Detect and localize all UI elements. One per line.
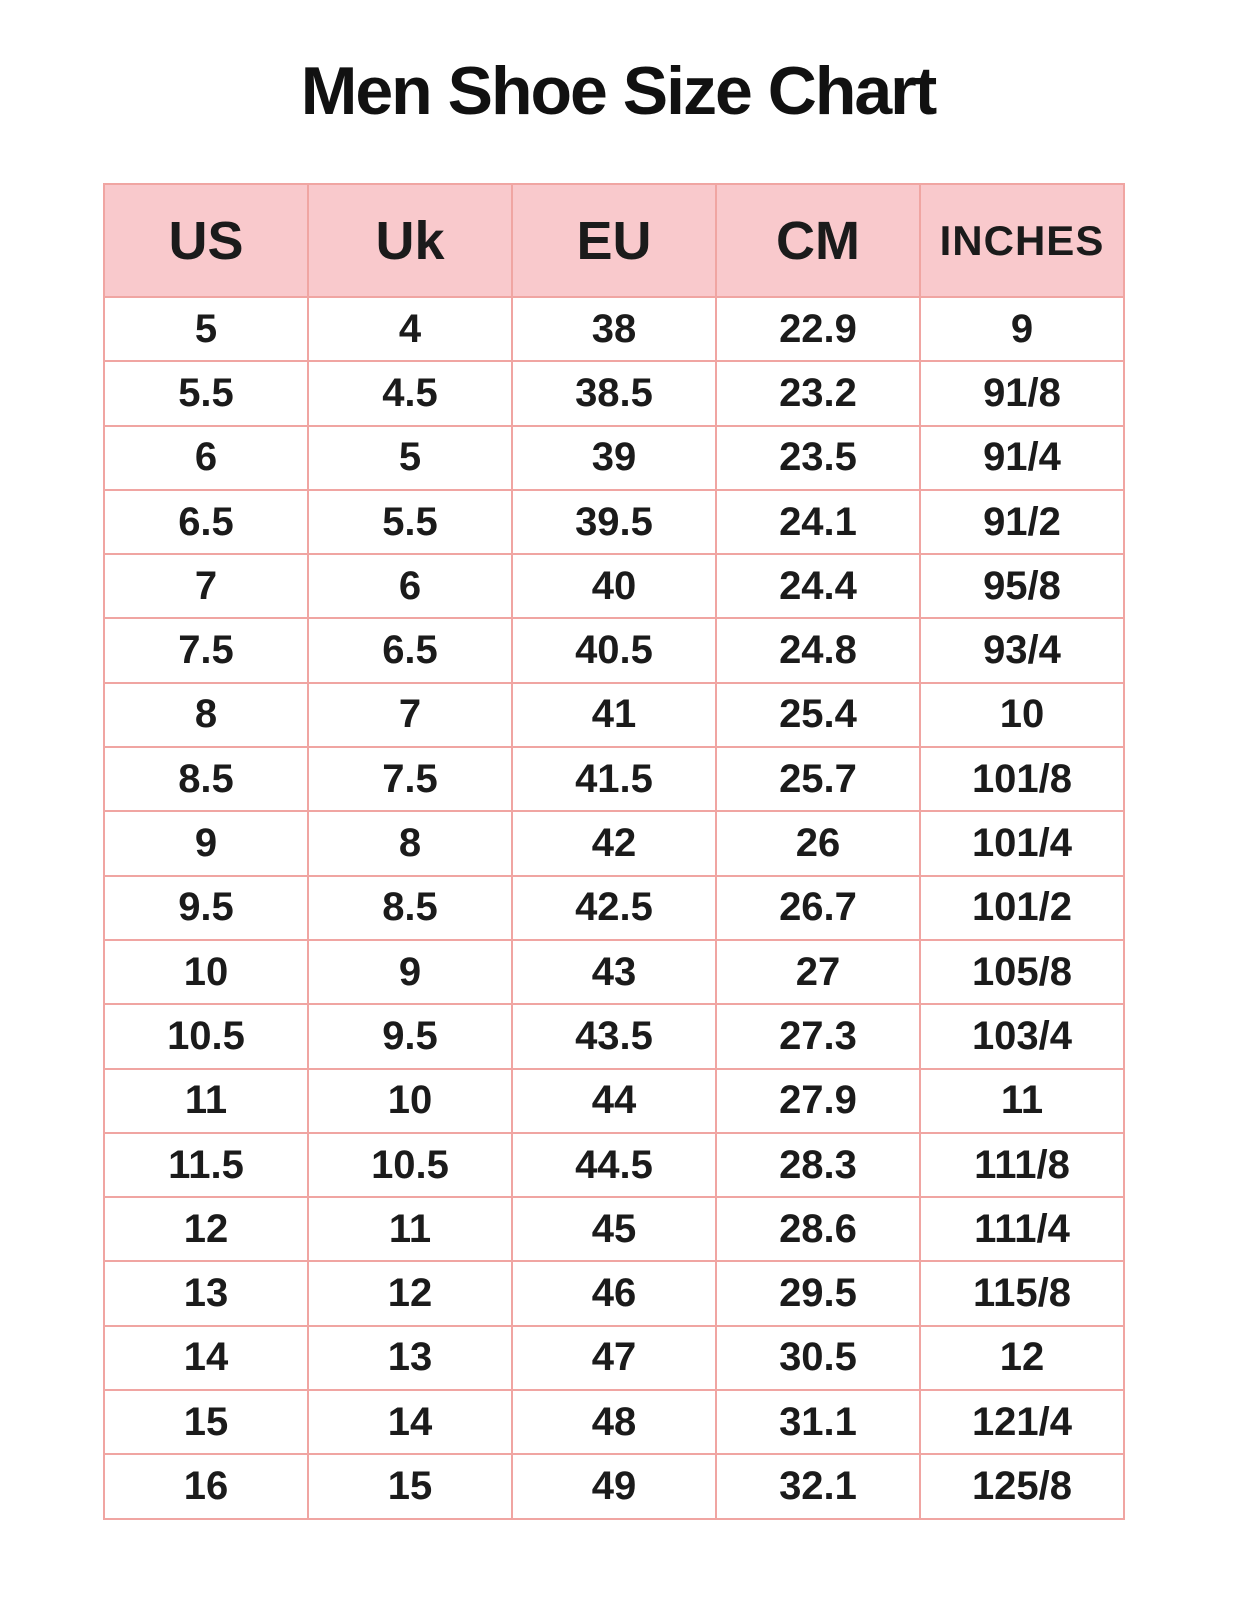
table-row <box>104 940 1124 1004</box>
table-cell: 12 <box>920 1326 1124 1390</box>
table-body <box>104 297 1124 1519</box>
table-cell: 42 <box>512 811 716 875</box>
table-cell: 8.5 <box>104 747 308 811</box>
table-cell: 7 <box>308 683 512 747</box>
table-cell: 8 <box>308 811 512 875</box>
table-cell: 23.5 <box>716 426 920 490</box>
column-header-us: US <box>104 184 308 297</box>
table-cell: 38 <box>512 297 716 361</box>
table-cell: 91/2 <box>920 490 1124 554</box>
table-cell: 11 <box>104 1069 308 1133</box>
table-cell: 101/2 <box>920 876 1124 940</box>
table-cell: 8.5 <box>308 876 512 940</box>
table-cell: 43 <box>512 940 716 1004</box>
table-cell: 15 <box>308 1454 512 1518</box>
table-cell: 12 <box>104 1197 308 1261</box>
table-cell: 29.5 <box>716 1261 920 1325</box>
table-cell: 48 <box>512 1390 716 1454</box>
table-row <box>104 490 1124 554</box>
table-cell: 24.8 <box>716 618 920 682</box>
table-cell: 111/8 <box>920 1133 1124 1197</box>
table-cell: 27 <box>716 940 920 1004</box>
table-row <box>104 1069 1124 1133</box>
table-row <box>104 554 1124 618</box>
table-cell: 28.3 <box>716 1133 920 1197</box>
table-cell: 9.5 <box>104 876 308 940</box>
table-cell: 5.5 <box>104 361 308 425</box>
table-cell: 31.1 <box>716 1390 920 1454</box>
table-cell: 42.5 <box>512 876 716 940</box>
table-cell: 14 <box>308 1390 512 1454</box>
table-cell: 5.5 <box>308 490 512 554</box>
table-row <box>104 811 1124 875</box>
table-cell: 38.5 <box>512 361 716 425</box>
table-cell: 5 <box>308 426 512 490</box>
table-cell: 44.5 <box>512 1133 716 1197</box>
table-cell: 30.5 <box>716 1326 920 1390</box>
column-header-cm: CM <box>716 184 920 297</box>
table-cell: 91/4 <box>920 426 1124 490</box>
table-row <box>104 747 1124 811</box>
table-cell: 28.6 <box>716 1197 920 1261</box>
table-row <box>104 618 1124 682</box>
table-row <box>104 683 1124 747</box>
table-cell: 45 <box>512 1197 716 1261</box>
table-cell: 125/8 <box>920 1454 1124 1518</box>
column-header-eu: EU <box>512 184 716 297</box>
table-cell: 44 <box>512 1069 716 1133</box>
table-cell: 24.4 <box>716 554 920 618</box>
table-cell: 91/8 <box>920 361 1124 425</box>
table-row <box>104 876 1124 940</box>
table-row <box>104 1133 1124 1197</box>
table-cell: 12 <box>308 1261 512 1325</box>
table-cell: 25.7 <box>716 747 920 811</box>
table-cell: 5 <box>104 297 308 361</box>
table-cell: 9 <box>308 940 512 1004</box>
table-cell: 27.3 <box>716 1004 920 1068</box>
table-row <box>104 1004 1124 1068</box>
table-cell: 13 <box>308 1326 512 1390</box>
table-cell: 24.1 <box>716 490 920 554</box>
table-cell: 14 <box>104 1326 308 1390</box>
table-row <box>104 426 1124 490</box>
table-cell: 95/8 <box>920 554 1124 618</box>
table-cell: 111/4 <box>920 1197 1124 1261</box>
table-cell: 39.5 <box>512 490 716 554</box>
table-cell: 101/8 <box>920 747 1124 811</box>
table-cell: 15 <box>104 1390 308 1454</box>
table-cell: 13 <box>104 1261 308 1325</box>
table-row <box>104 1454 1124 1518</box>
table-cell: 22.9 <box>716 297 920 361</box>
table-cell: 16 <box>104 1454 308 1518</box>
table-cell: 26.7 <box>716 876 920 940</box>
table-cell: 41.5 <box>512 747 716 811</box>
table-cell: 101/4 <box>920 811 1124 875</box>
table-cell: 7 <box>104 554 308 618</box>
table-cell: 32.1 <box>716 1454 920 1518</box>
table-cell: 4 <box>308 297 512 361</box>
table-cell: 7.5 <box>104 618 308 682</box>
table-cell: 7.5 <box>308 747 512 811</box>
table-cell: 49 <box>512 1454 716 1518</box>
table-cell: 93/4 <box>920 618 1124 682</box>
table-row <box>104 1197 1124 1261</box>
table-cell: 105/8 <box>920 940 1124 1004</box>
table-cell: 6 <box>308 554 512 618</box>
table-cell: 10 <box>308 1069 512 1133</box>
table-cell: 103/4 <box>920 1004 1124 1068</box>
column-header-inches: INCHES <box>920 184 1124 297</box>
table-cell: 46 <box>512 1261 716 1325</box>
table-cell: 115/8 <box>920 1261 1124 1325</box>
table-cell: 6.5 <box>308 618 512 682</box>
table-cell: 10.5 <box>104 1004 308 1068</box>
table-cell: 10 <box>104 940 308 1004</box>
table-row <box>104 361 1124 425</box>
table-row <box>104 1390 1124 1454</box>
table-cell: 40 <box>512 554 716 618</box>
table-cell: 25.4 <box>716 683 920 747</box>
size-chart-table <box>103 183 1125 1520</box>
table-cell: 23.2 <box>716 361 920 425</box>
column-header-uk: Uk <box>308 184 512 297</box>
table-cell: 9 <box>104 811 308 875</box>
table-cell: 43.5 <box>512 1004 716 1068</box>
page-title: Men Shoe Size Chart <box>300 53 936 129</box>
table-cell: 11.5 <box>104 1133 308 1197</box>
table-cell: 121/4 <box>920 1390 1124 1454</box>
table-cell: 9.5 <box>308 1004 512 1068</box>
table-row <box>104 297 1124 361</box>
table-cell: 10 <box>920 683 1124 747</box>
table-cell: 6.5 <box>104 490 308 554</box>
table-cell: 10.5 <box>308 1133 512 1197</box>
table-cell: 40.5 <box>512 618 716 682</box>
table-cell: 6 <box>104 426 308 490</box>
table-cell: 4.5 <box>308 361 512 425</box>
table-row <box>104 1326 1124 1390</box>
table-header-row <box>104 184 1124 297</box>
table-cell: 8 <box>104 683 308 747</box>
table-cell: 11 <box>308 1197 512 1261</box>
table-cell: 47 <box>512 1326 716 1390</box>
table-cell: 9 <box>920 297 1124 361</box>
table-row <box>104 1261 1124 1325</box>
table-cell: 11 <box>920 1069 1124 1133</box>
table-cell: 27.9 <box>716 1069 920 1133</box>
table-cell: 41 <box>512 683 716 747</box>
table-cell: 26 <box>716 811 920 875</box>
table-cell: 39 <box>512 426 716 490</box>
